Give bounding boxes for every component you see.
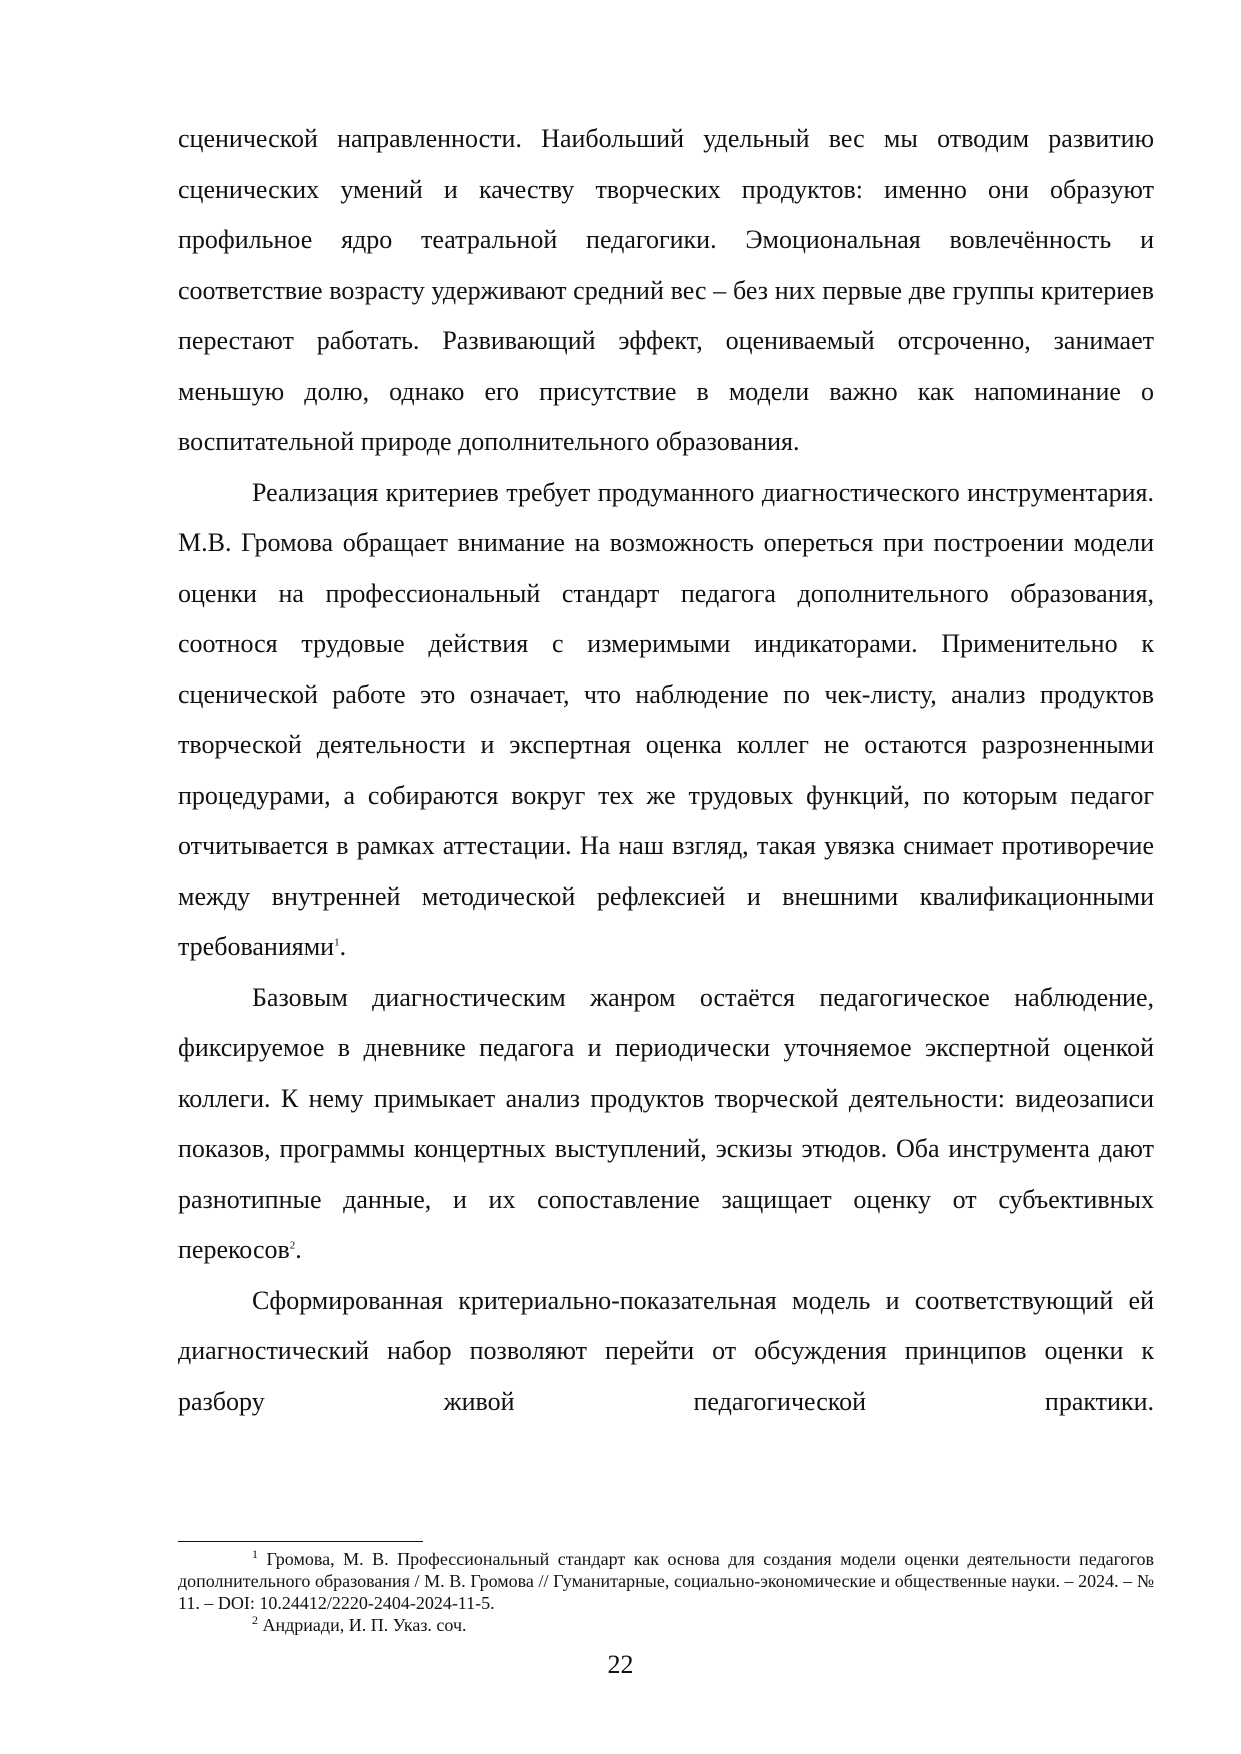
footnote-2 xyxy=(178,1614,1154,1636)
footnotes xyxy=(178,1548,1154,1636)
paragraph-4 xyxy=(178,1276,1154,1428)
paragraph-4-text: Сформированная критериально-показательная модель и соответствующий ей диагностический набор позволяют перейти от обсуждения принципов оценки к разбору живой педагогической практики. xyxy=(178,1285,1154,1416)
paragraph-3 xyxy=(178,973,1154,1276)
footnote-2-number: 2 xyxy=(252,1613,258,1627)
paragraph-1 xyxy=(178,114,1154,468)
footnote-1-number: 1 xyxy=(252,1547,258,1561)
footnote-1 xyxy=(178,1548,1154,1614)
paragraph-2 xyxy=(178,468,1154,973)
page-number: 22 xyxy=(607,1650,634,1679)
footnote-ref-2[interactable]: 2 xyxy=(289,1239,296,1252)
footnote-separator xyxy=(178,1541,423,1542)
body-text xyxy=(178,114,1154,1427)
footnote-ref-1[interactable]: 1 xyxy=(334,936,340,949)
paragraph-2-end: . xyxy=(339,932,347,961)
paragraph-1-text: сценической направленности. Наибольший удельный вес мы отводим развитию сценических умений и качеству творческих продуктов: именно они образуют профильное ядро театральной педагогики. Эмоциональная вовлечённость и соответствие возрасту удерживают средний вес – без них первые две группы критериев перестают работать. Развивающий эффект, оцениваемый отсроченно, занимает меньшую долю, однако его присутствие в модели важно как напоминание о воспитательной природе дополнительного образования. xyxy=(178,124,1154,456)
paragraph-3-text: Базовым диагностическим жанром остаётся педагогическое наблюдение, фиксируемое в дневнике педагога и периодически уточняемое экспертной оценкой коллеги. К нему примыкает анализ продуктов творческой деятельности: видеозаписи показов, программы концертных выступлений, эскизы этюдов. Оба инструмента дают разнотипные данные, и их сопоставление защищает оценку от субъективных перекосов xyxy=(178,982,1154,1264)
footnote-2-text: Андриади, И. П. Указ. соч. xyxy=(262,1615,467,1635)
paragraph-2-text: Реализация критериев требует продуманного диагностического инструментария. М.В. Громова обращает внимание на возможность опереться при построении модели оценки на профессиональный стандарт педагога дополнительного образования, соотнося трудовые действия с измеримыми индикаторами. Применительно к сценической работе это означает, что наблюдение по чек-листу, анализ продуктов творческой деятельности и экспертная оценка коллег не остаются разрозненными процедурами, а собираются вокруг тех же трудовых функций, по которым педагог отчитывается в рамках аттестации. На наш взгляд, такая увязка снимает противоречие между внутренней методической рефлексией и внешними квалификационными требованиями xyxy=(178,477,1154,961)
footnote-1-text: Громова, М. В. Профессиональный стандарт как основа для создания модели оценки деятельности педагогов дополнительного образования / М. В. Громова // Гуманитарные, социально-экономические и общественные науки. – 2024. – № 11. – DOI: 10.24412/2220-2404-2024-11-5. xyxy=(178,1549,1155,1613)
paragraph-3-end: . xyxy=(295,1235,302,1264)
